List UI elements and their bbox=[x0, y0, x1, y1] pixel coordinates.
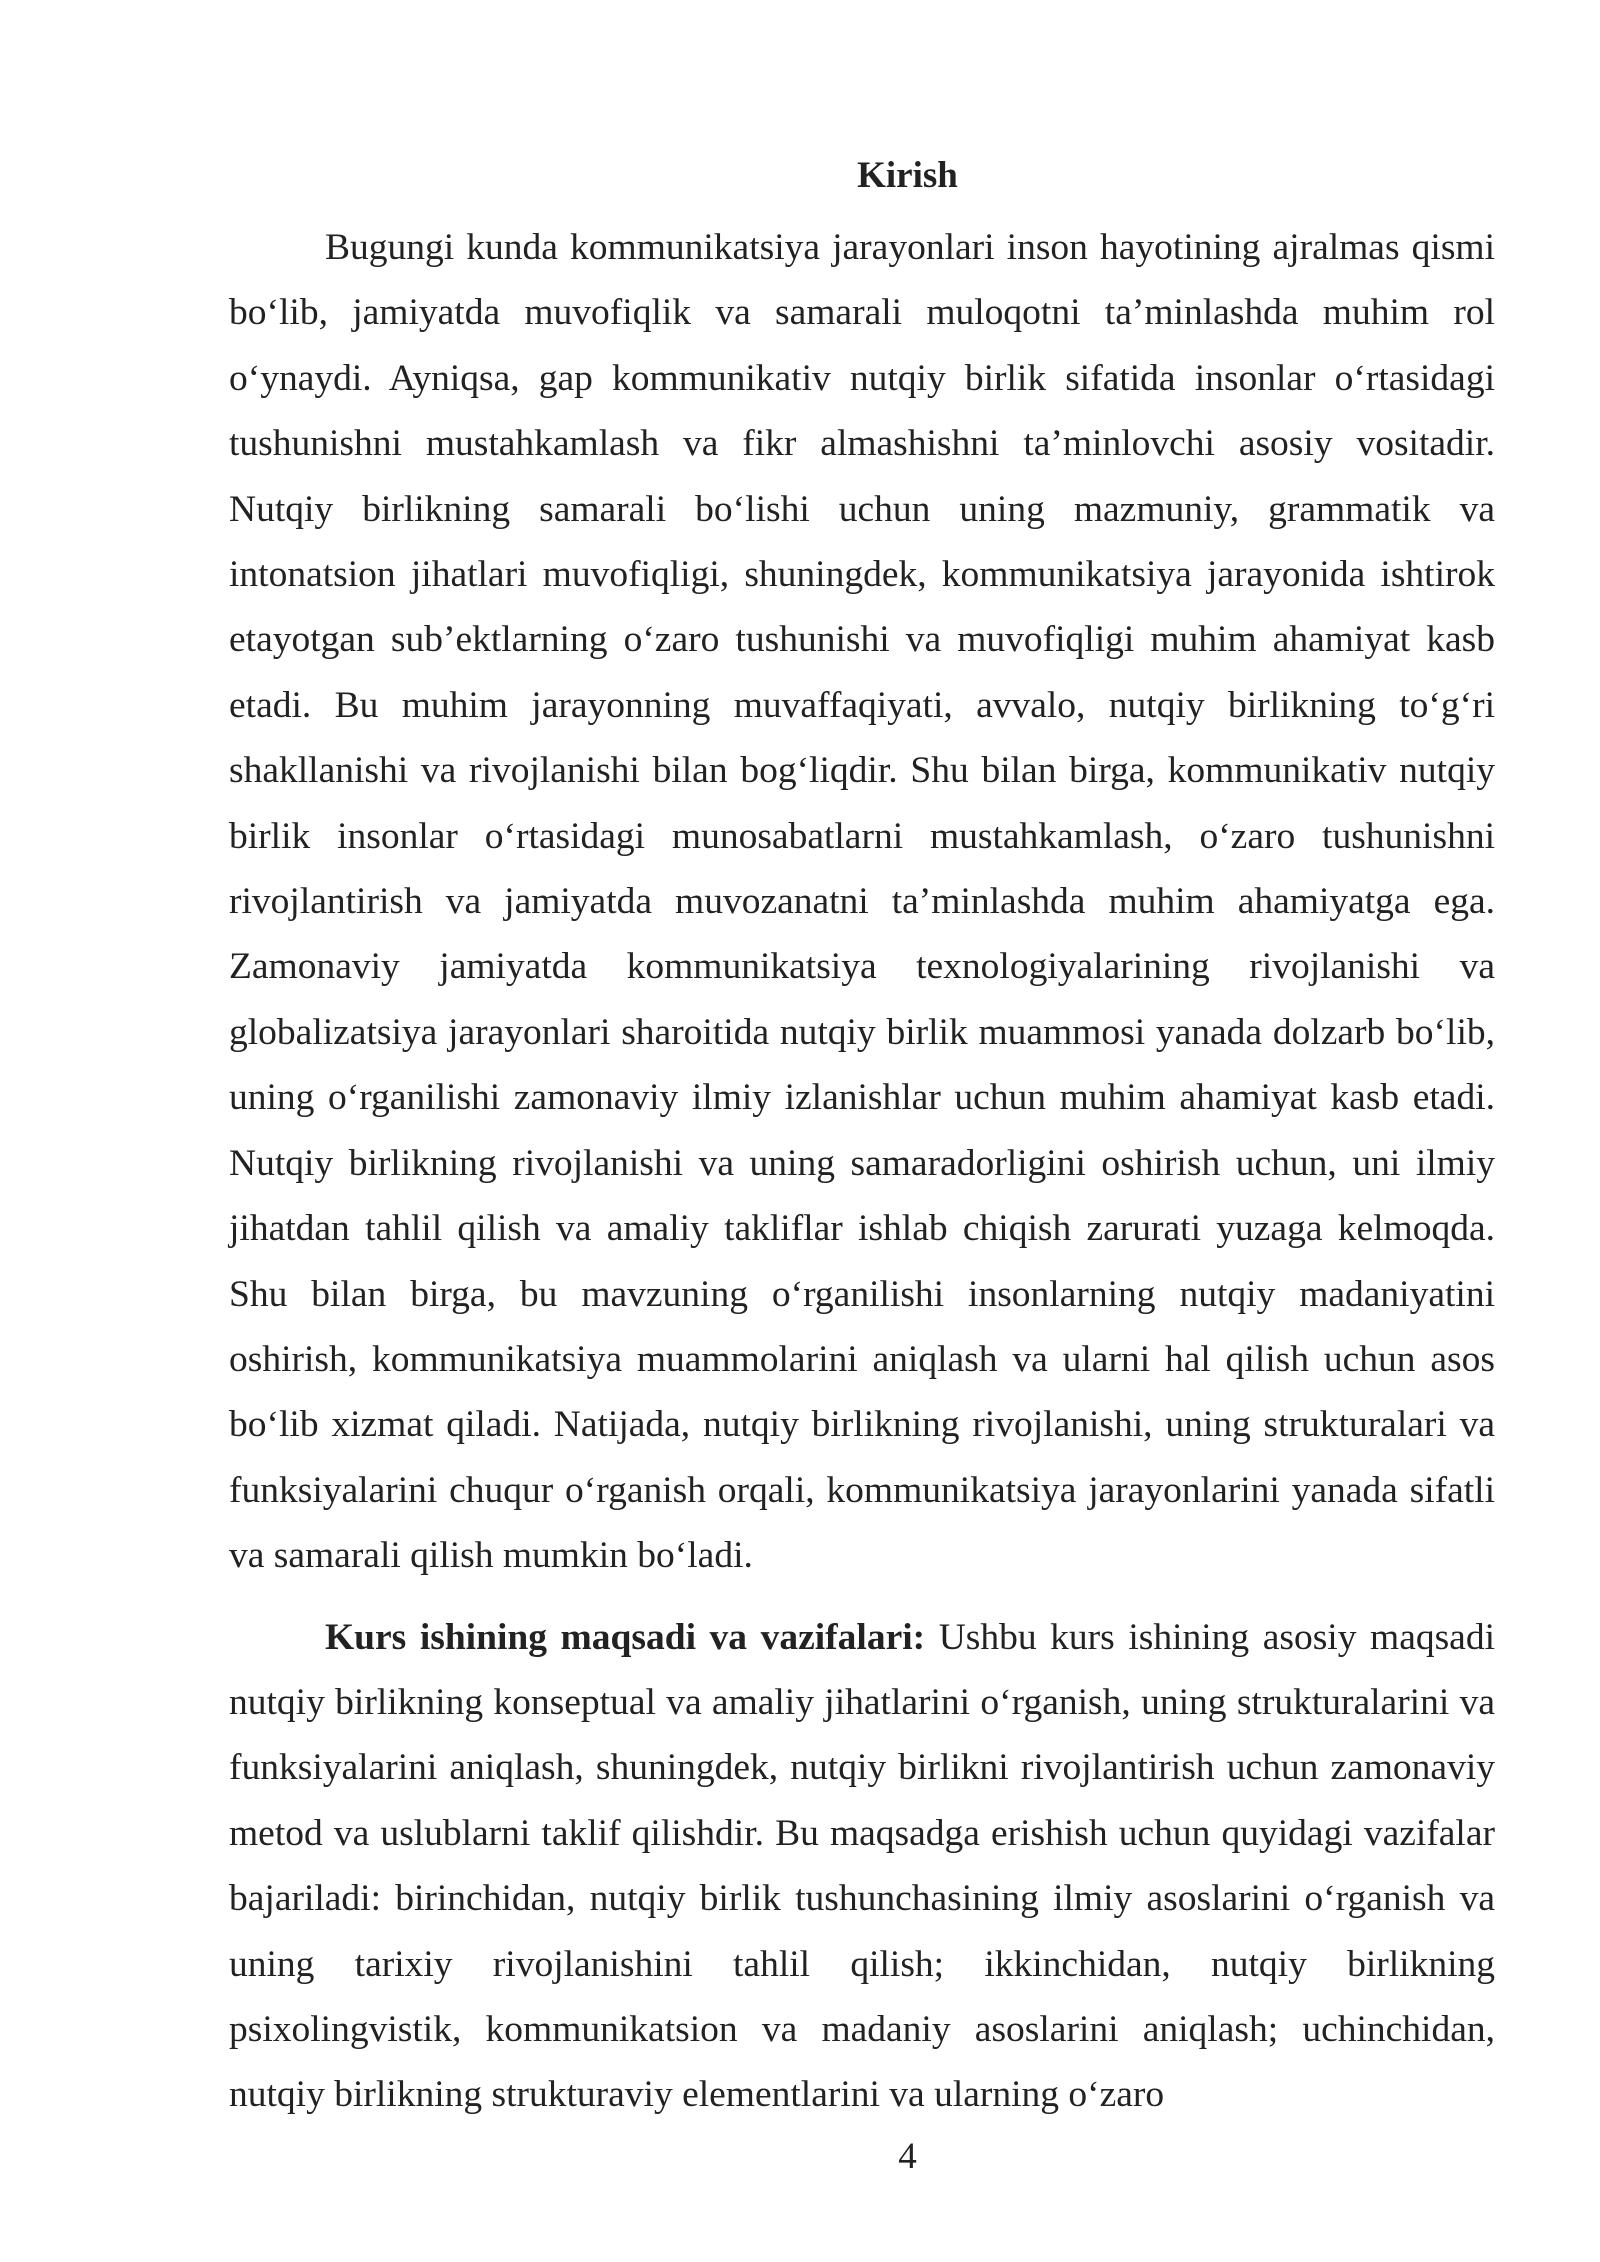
page-number: 4 bbox=[898, 2136, 917, 2177]
paragraph-introduction bbox=[229, 215, 1495, 1589]
paragraph-goals-and-tasks bbox=[229, 1605, 1495, 2128]
paragraph-text: Bugungi kunda kommunikatsiya jarayonlari inson hayotining ajralmas qismi bo‘lib, jamiyatda muvofiqlik va samarali muloqotni ta’minlashda muhim rol o‘ynaydi. Ayniqsa, gap kommunikativ nutqiy birlik sifatida insonlar o‘rtasidagi tushunishni mustahkamlash va fikr almashishni ta’minlovchi asosiy vositadir. Nutqiy birlikning samarali bo‘lishi uchun uning mazmuniy, grammatik va intonatsion jihatlari muvofiqligi, shuningdek, kommunikatsiya jarayonida ishtirok etayotgan sub’ektlarning o‘zaro tushunishi va muvofiqligi muhim ahamiyat kasb etadi. Bu muhim jarayonning muvaffaqiyati, avvalo, nutqiy birlikning to‘g‘ri shakllanishi va rivojlanishi bilan bog‘liqdir. Shu bilan birga, kommunikativ nutqiy birlik insonlar o‘rtasidagi munosabatlarni mustahkamlash, o‘zaro tushunishni rivojlantirish va jamiyatda muvozanatni ta’minlashda muhim ahamiyatga ega. Zamonaviy jamiyatda kommunikatsiya texnologiyalarining rivojlanishi va globalizatsiya jarayonlari sharoitida nutqiy birlik muammosi yanada dolzarb bo‘lib, uning o‘rganilishi zamonaviy ilmiy izlanishlar uchun muhim ahamiyat kasb etadi. Nutqiy birlikning rivojlanishi va uning samaradorligini oshirish uchun, uni ilmiy jihatdan tahlil qilish va amaliy takliflar ishlab chiqish zarurati yuzaga kelmoqda. Shu bilan birga, bu mavzuning o‘rganilishi insonlarning nutqiy madaniyatini oshirish, kommunikatsiya muammolarini aniqlash va ularni hal qilish uchun asos bo‘lib xizmat qiladi. Natijada, nutqiy birlikning rivojlanishi, uning strukturalari va funksiyalarini chuqur o‘rganish orqali, kommunikatsiya jarayonlarini yanada sifatli va samarali qilish mumkin bo‘ladi. bbox=[229, 227, 1495, 1577]
body-text bbox=[229, 215, 1495, 2128]
section-heading: Kirish bbox=[857, 155, 958, 196]
paragraph-lead: Kurs ishining maqsadi va vazifalari: bbox=[325, 1616, 926, 1658]
paragraph-text: Ushbu kurs ishining asosiy maqsadi nutqiy birlikning konseptual va amaliy jihatlarini o‘rganish, uning strukturalarini va funksiyalarini aniqlash, shuningdek, nutqiy birlikni rivojlantirish uchun zamonaviy metod va uslublarni taklif qilishdir. Bu maqsadga erishish uchun quyidagi vazifalar bajariladi: birinchidan, nutqiy birlik tushunchasining ilmiy asoslarini o‘rganish va uning tarixiy rivojlanishini tahlil qilish; ikkinchidan, nutqiy birlikning psixolingvistik, kommunikatsion va madaniy asoslarini aniqlash; uchinchidan, nutqiy birlikning strukturaviy elementlarini va ularning o‘zaro bbox=[229, 1616, 1495, 2116]
